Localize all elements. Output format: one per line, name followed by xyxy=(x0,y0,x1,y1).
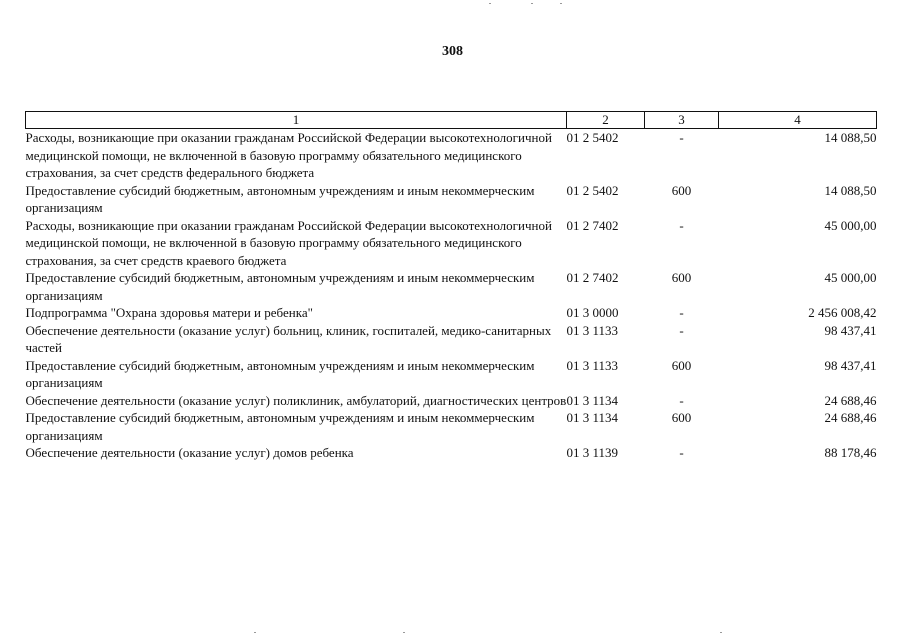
row-type: - xyxy=(679,322,684,338)
row-type: 600 xyxy=(671,410,692,425)
row-type: 600 xyxy=(671,182,692,198)
scan-speck xyxy=(254,632,256,633)
header-description: 1 xyxy=(26,112,567,129)
table-row xyxy=(26,269,877,304)
row-code: 01 3 1133 xyxy=(566,357,619,373)
row-code: 01 3 1134 xyxy=(566,410,619,425)
row-code: 01 2 5402 xyxy=(566,182,619,198)
row-description: Расходы, возникающие при оказании гражданам Российской Федерации высокотехнологичной медицинской помощи, не включенной в базовую программу обязательного медицинского страхования, за счет средств федерального бюджета xyxy=(25,130,552,180)
row-type: - xyxy=(679,445,684,460)
scan-speck xyxy=(531,3,533,4)
scan-speck xyxy=(560,3,562,4)
row-code: 01 3 0000 xyxy=(566,305,619,320)
row-code: 01 2 7402 xyxy=(566,270,619,285)
row-code: 01 3 1139 xyxy=(566,445,619,460)
row-description: Предоставление субсидий бюджетным, автономным учреждениям и иным некоммерческим организациям xyxy=(25,270,535,303)
row-type: - xyxy=(679,130,684,145)
table-row xyxy=(26,129,877,182)
row-amount: 14 088,50 xyxy=(824,130,877,145)
table-row xyxy=(26,392,877,410)
header-amount: 4 xyxy=(719,112,877,129)
row-amount: 14 088,50 xyxy=(824,182,877,198)
table-row xyxy=(26,217,877,270)
header-code: 2 xyxy=(567,112,645,129)
row-amount: 2 456 008,42 xyxy=(808,305,877,320)
scan-speck xyxy=(489,3,491,4)
row-type: 600 xyxy=(671,357,692,373)
row-code: 01 3 1134 xyxy=(566,392,619,408)
row-amount: 24 688,46 xyxy=(824,410,877,425)
row-amount: 24 688,46 xyxy=(824,392,877,408)
row-description: Обеспечение деятельности (оказание услуг) домов ребенка xyxy=(25,445,354,460)
page-number: 308 xyxy=(442,44,463,59)
row-amount: 98 437,41 xyxy=(824,322,877,338)
row-amount: 45 000,00 xyxy=(824,217,877,233)
row-amount: 45 000,00 xyxy=(824,270,877,285)
row-type: - xyxy=(679,217,684,233)
row-description: Обеспечение деятельности (оказание услуг) больниц, клиник, госпиталей, медико-санитарных частей xyxy=(25,322,552,355)
table-row xyxy=(26,182,877,217)
table-row xyxy=(26,444,877,462)
table-body xyxy=(26,129,877,462)
table-row xyxy=(26,304,877,322)
row-amount: 98 437,41 xyxy=(824,357,877,373)
header-row xyxy=(26,112,877,129)
scan-speck xyxy=(403,632,405,633)
row-description: Предоставление субсидий бюджетным, автономным учреждениям и иным некоммерческим организациям xyxy=(25,410,535,443)
row-type: - xyxy=(679,392,684,408)
table-header xyxy=(26,112,877,129)
header-type: 3 xyxy=(645,112,719,129)
scan-speck xyxy=(720,632,722,633)
table-row xyxy=(26,357,877,392)
row-description: Предоставление субсидий бюджетным, автономным учреждениям и иным некоммерческим организациям xyxy=(25,357,535,390)
row-type: 600 xyxy=(671,270,692,285)
row-code: 01 2 7402 xyxy=(566,217,619,233)
row-amount: 88 178,46 xyxy=(824,445,877,460)
table-row xyxy=(26,409,877,444)
row-code: 01 3 1133 xyxy=(566,322,619,338)
budget-table xyxy=(25,111,877,462)
row-description: Расходы, возникающие при оказании гражданам Российской Федерации высокотехнологичной медицинской помощи, не включенной в базовую программу обязательного медицинского страхования, за счет средств краевого бюджета xyxy=(25,217,552,268)
row-type: - xyxy=(679,305,684,320)
row-description: Предоставление субсидий бюджетным, автономным учреждениям и иным некоммерческим организациям xyxy=(25,182,535,215)
row-description: Подпрограмма "Охрана здоровья матери и ребенка" xyxy=(25,305,313,320)
row-code: 01 2 5402 xyxy=(566,130,619,145)
table-row xyxy=(26,322,877,357)
row-description: Обеспечение деятельности (оказание услуг) поликлиник, амбулаторий, диагностических центров xyxy=(25,392,567,408)
